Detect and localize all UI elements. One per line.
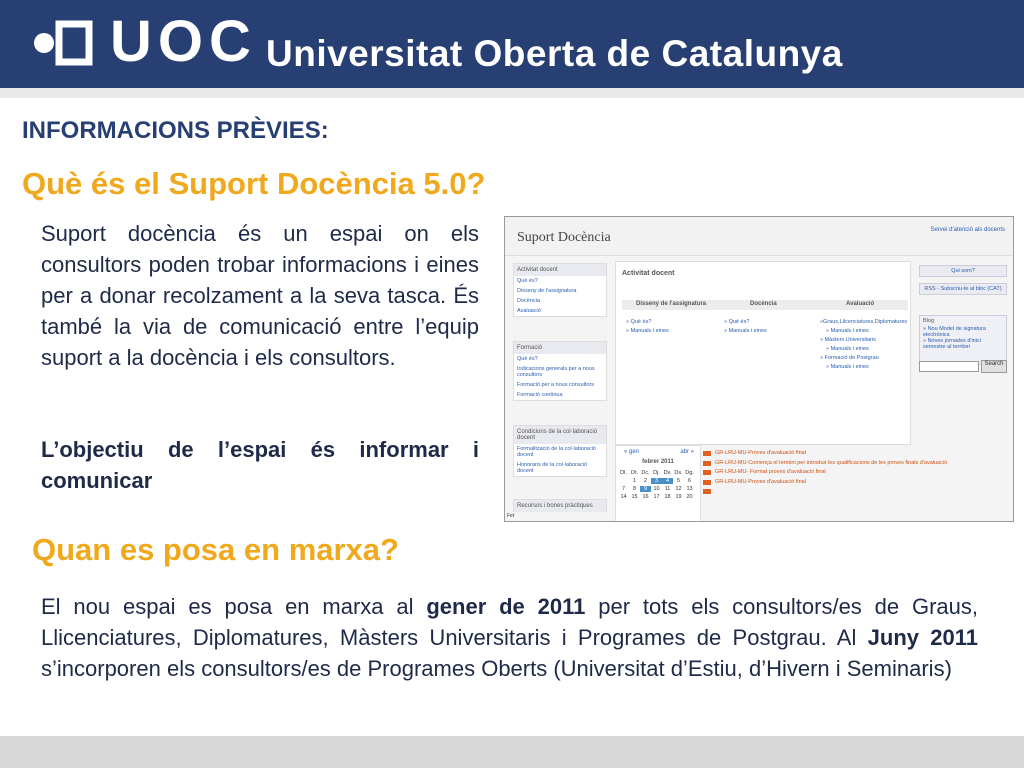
sidebar-link[interactable]: Honoraris de la col·laboració docent: [517, 462, 588, 474]
sidebar-box-conditions: [513, 425, 607, 477]
calendar-day[interactable]: 1: [632, 478, 637, 484]
activity-tabs: [622, 300, 908, 310]
blog-item[interactable]: » Noves jornades d'inici semestre al territori: [923, 338, 981, 350]
sidebar-box-header: Activitat docent: [514, 264, 606, 276]
weekday: Dl.: [620, 470, 627, 476]
news-item[interactable]: GR-LRU-MU-Proves d'avaluació final: [703, 478, 1003, 488]
assessment-link[interactable]: » Màsters Universitaris: [820, 337, 876, 343]
calendar-day[interactable]: 16: [642, 494, 649, 500]
calendar-day[interactable]: 10: [653, 486, 660, 492]
objective-paragraph: L’objectiu de l’espai és informar i comunicar: [41, 437, 479, 493]
blog-box: [919, 315, 1007, 365]
assessment-column: [820, 318, 907, 372]
sidebar-link[interactable]: Formalització de la col·laboració docent: [517, 446, 596, 458]
assessment-link[interactable]: » Manuals i eines: [826, 346, 869, 352]
calendar-day[interactable]: 15: [631, 494, 638, 500]
calendar-day[interactable]: 3: [651, 478, 662, 484]
calendar-day[interactable]: 11: [664, 486, 671, 492]
calendar-day[interactable]: 2: [643, 478, 648, 484]
sidebar-box-training: [513, 341, 607, 401]
blog-header: Blog: [923, 318, 935, 324]
search-input[interactable]: [919, 361, 979, 372]
sidebar-box-activity: [513, 263, 607, 317]
teaching-link[interactable]: » Què és?: [724, 319, 750, 325]
tab-teaching[interactable]: Docència: [750, 301, 777, 307]
calendar-day[interactable]: 14: [620, 494, 627, 500]
weekday: Dt.: [630, 470, 639, 476]
assessment-link[interactable]: »Graus,Llicenciatures,Diplomatures: [820, 319, 908, 325]
news-item[interactable]: GR-LRU-MU- Format proves d'avaluació final: [703, 468, 1003, 478]
calendar-day[interactable]: 13: [686, 486, 693, 492]
launch-date-1: gener de 2011: [426, 594, 586, 619]
weekday: Dg.: [685, 470, 694, 476]
university-name: Universitat Oberta de Catalunya: [266, 33, 843, 74]
sidebar-link[interactable]: Què és?: [517, 278, 538, 284]
calendar-day[interactable]: 17: [653, 494, 660, 500]
activity-heading: Activitat docent: [622, 270, 675, 277]
section-label: INFORMACIONS PRÈVIES:: [22, 117, 329, 144]
portal-title: Suport Docència: [517, 230, 611, 245]
calendar-day[interactable]: 8: [632, 486, 637, 492]
about-us-button[interactable]: Qui som?: [919, 265, 1007, 277]
portal-screenshot: [504, 216, 1014, 522]
design-column: [626, 318, 669, 336]
teaching-column: [724, 318, 767, 336]
launch-date-2: Juny 2011: [867, 625, 979, 650]
weekday: Dv.: [663, 470, 672, 476]
sidebar-box-header: Formació: [514, 342, 606, 354]
calendar-day[interactable]: 20: [686, 494, 693, 500]
sidebar-link[interactable]: Formació contínua: [517, 392, 563, 398]
uoc-logo-icon: [33, 18, 93, 68]
sidebar-box-resources: [513, 499, 607, 512]
calendar-day[interactable]: 4: [662, 478, 673, 484]
calendar-day[interactable]: 7: [621, 486, 626, 492]
calendar: [615, 445, 701, 522]
launch-text-2: per tots els consultors/es de Graus, Llicenciatures, Diplomatures, Màsters Universitaris i Programes de Postgrau. Al: [41, 594, 978, 650]
calendar-day[interactable]: 9: [640, 486, 651, 492]
calendar-day[interactable]: 18: [664, 494, 671, 500]
calendar-day[interactable]: 5: [676, 478, 681, 484]
question-heading-2: Quan es posa en marxa?: [32, 532, 399, 567]
portal-footer: Fet: [507, 513, 515, 519]
slide-header: [0, 0, 1024, 88]
design-link[interactable]: » Què és?: [626, 319, 652, 325]
news-item[interactable]: GR-LRU-MU-Comença el termini per introduir les qualificacions de les proves finals d'avaluació: [703, 459, 1003, 469]
tab-design[interactable]: Disseny de l'assignatura: [636, 301, 707, 307]
launch-paragraph: [41, 591, 978, 684]
assessment-link[interactable]: » Manuals i eines: [826, 328, 869, 334]
calendar-prev[interactable]: « gen: [624, 449, 640, 455]
calendar-day[interactable]: 19: [675, 494, 682, 500]
design-link[interactable]: » Manuals i eines: [626, 328, 669, 334]
calendar-grid: [618, 470, 698, 502]
sidebar-box-header: Condicions de la col·laboració docent: [514, 426, 606, 444]
launch-text-1: El nou espai es posa en marxa al: [41, 594, 427, 619]
sidebar-box-header: Recursos i bones pràctiques: [514, 500, 606, 512]
blog-item[interactable]: » Nou Model de signatura electrònica: [923, 326, 986, 338]
sidebar-link[interactable]: Què és?: [517, 356, 538, 362]
calendar-next[interactable]: abr »: [680, 449, 694, 455]
footer-bar: [0, 736, 1024, 768]
calendar-header: [616, 446, 700, 460]
sidebar-link[interactable]: Indicacions generals per a nous consultors: [517, 366, 595, 378]
activity-panel: [615, 261, 911, 445]
assessment-link[interactable]: » Formació de Postgrau: [820, 355, 879, 361]
rss-subscribe-button[interactable]: RSS - Subscriu-te al bloc (CAT): [919, 283, 1007, 295]
sidebar-link[interactable]: Docència: [517, 298, 540, 304]
intro-paragraph: Suport docència és un espai on els consultors poden trobar informacions i eines per a donar recolzament a la seva tasca. És també la via de comunicació entre l’equip suport a la docència i els consultors.: [41, 221, 479, 370]
news-item[interactable]: GR-LRU-MU-Proves d'avaluació final: [703, 449, 1003, 459]
teaching-link[interactable]: » Manuals i eines: [724, 328, 767, 334]
weekday: Dc.: [641, 470, 650, 476]
support-service-link[interactable]: Servei d'atenció als docents: [930, 227, 1005, 233]
portal-titlebar: [505, 217, 1013, 256]
weekday: Dj.: [653, 470, 660, 476]
header-divider: [0, 88, 1024, 98]
question-heading-1: Què és el Suport Docència 5.0?: [22, 166, 486, 201]
calendar-day[interactable]: 6: [687, 478, 692, 484]
calendar-day[interactable]: 12: [675, 486, 682, 492]
weekday: Ds.: [674, 470, 683, 476]
calendar-month: febrer 2011: [642, 459, 674, 465]
tab-assessment[interactable]: Avaluació: [846, 301, 875, 307]
sidebar-link[interactable]: Formació per a nous consultors: [517, 382, 595, 388]
sidebar-link[interactable]: Disseny de l'assignatura: [517, 288, 577, 294]
sidebar-link[interactable]: Avaluació: [517, 308, 541, 314]
news-list: [703, 449, 1003, 487]
launch-text-3: s’incorporen els consultors/es de Programes Oberts (Universitat d’Estiu, d’Hivern i Seminaris): [41, 656, 952, 681]
logo-text: UOC: [110, 9, 257, 74]
assessment-link[interactable]: » Manuals i eines: [826, 364, 869, 370]
search-button[interactable]: Search: [981, 360, 1007, 373]
